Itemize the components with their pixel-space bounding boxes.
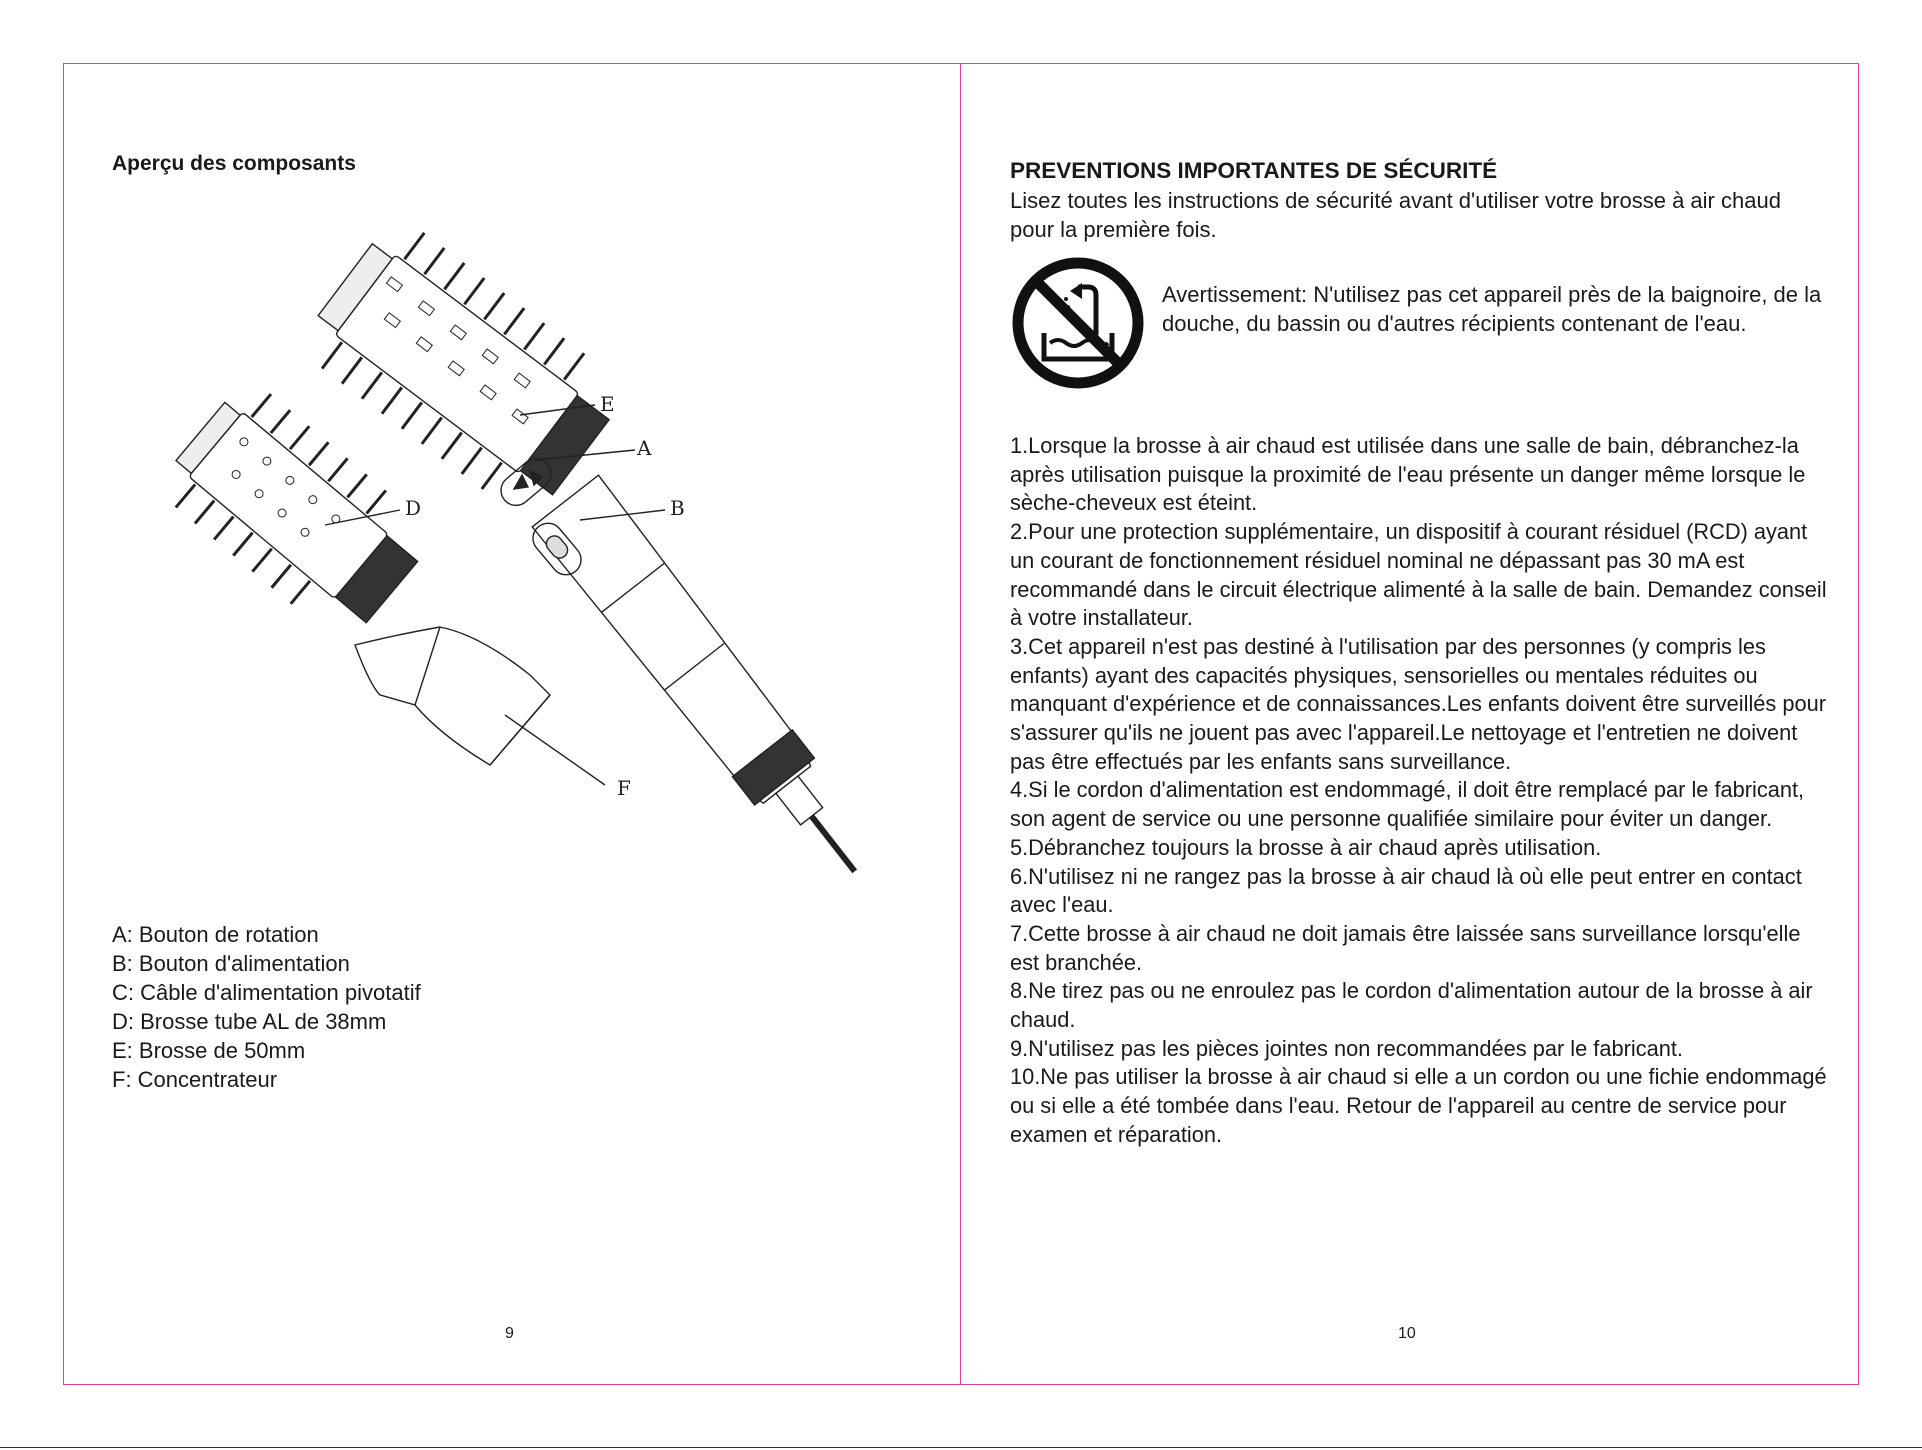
brush-50mm	[294, 215, 632, 525]
brush-handle	[532, 475, 888, 897]
hot-air-brush-diagram	[110, 215, 930, 905]
no-bath-shower-icon	[1010, 255, 1146, 391]
instruction-7: 7.Cette brosse à air chaud ne doit jamais être laissée sans surveillance lorsqu'elle est branchée.	[1010, 920, 1801, 975]
label-f: F	[617, 776, 631, 800]
instruction-1: 1.Lorsque la brosse à air chaud est utilisée dans une salle de bain, débranchez-la après utilisation puisque la proximité de l'eau présente un danger même lorsque le sèche-cheveux est éteint.	[1010, 433, 1806, 516]
label-b: B	[670, 496, 685, 520]
legend-item-c: C: Câble d'alimentation pivotatif	[112, 980, 421, 1005]
legend-item-a: A: Bouton de rotation	[112, 922, 319, 947]
bottom-rule	[0, 1447, 1922, 1448]
legend-item-d: D: Brosse tube AL de 38mm	[112, 1009, 387, 1034]
safety-title: PREVENTIONS IMPORTANTES DE SÉCURITÉ	[1010, 158, 1498, 183]
label-d: D	[405, 496, 422, 520]
safety-intro: Lisez toutes les instructions de sécurité avant d'utiliser votre brosse à air chaud pour la première fois.	[1010, 188, 1781, 242]
page-number-right: 10	[1398, 1325, 1416, 1342]
concentrator-nozzle	[355, 627, 550, 765]
label-e: E	[600, 392, 615, 416]
instruction-4: 4.Si le cordon d'alimentation est endommagé, il doit être remplacé par le fabricant, son agent de service ou une personne qualifiée similaire pour éviter un danger.	[1010, 777, 1805, 832]
instruction-8: 8.Ne tirez pas ou ne enroulez pas le cordon d'alimentation autour de la brosse à air chaud.	[1010, 978, 1813, 1033]
instruction-10: 10.Ne pas utiliser la brosse à air chaud si elle a un cordon ou une fichie endommagé ou si elle a été tombée dans l'eau. Retour de l'appareil au centre de service pour examen et réparation.	[1010, 1064, 1827, 1147]
instruction-6: 6.N'utilisez ni ne rangez pas la brosse à air chaud là où elle peut entrer en contact avec l'eau.	[1010, 863, 1802, 918]
label-a: A	[637, 436, 652, 460]
safety-instructions	[1010, 432, 1832, 1150]
page-number-left: 9	[505, 1325, 514, 1342]
legend-item-b: B: Bouton d'alimentation	[112, 951, 350, 976]
instruction-3: 3.Cet appareil n'est pas destiné à l'utilisation par des personnes (y compris les enfants) ayant des capacités physiques, sensorielles ou mentales réduites ou manquant d'expérience et de connaissances.Les enfants doivent être surveillés pour s'assurer qu'ils ne jouent pas avec l'appareil.Le nettoyage et l'entretien ne doivent pas être effectués par les enfants sans surveillance.	[1010, 633, 1826, 774]
components-title: Aperçu des composants	[112, 152, 356, 175]
page-fold	[960, 63, 961, 1385]
instruction-9: 9.N'utilisez pas les pièces jointes non recommandées par le fabricant.	[1010, 1035, 1683, 1061]
components-legend	[112, 920, 421, 1094]
brush-38mm	[153, 375, 440, 649]
instruction-5: 5.Débranchez toujours la brosse à air chaud après utilisation.	[1010, 834, 1602, 860]
legend-item-f: F: Concentrateur	[112, 1067, 278, 1092]
legend-item-e: E: Brosse de 50mm	[112, 1038, 306, 1063]
instruction-2: 2.Pour une protection supplémentaire, un dispositif à courant résiduel (RCD) ayant un courant de fonctionnement résiduel nominal ne dépassant pas 30 mA est recommandé dans le circuit électrique alimenté à la salle de bain. Demandez conseil à votre installateur.	[1010, 519, 1827, 631]
water-warning: Avertissement: N'utilisez pas cet appareil près de la baignoire, de la douche, du bassin ou d'autres récipients contenant de l'eau.	[1162, 282, 1822, 336]
